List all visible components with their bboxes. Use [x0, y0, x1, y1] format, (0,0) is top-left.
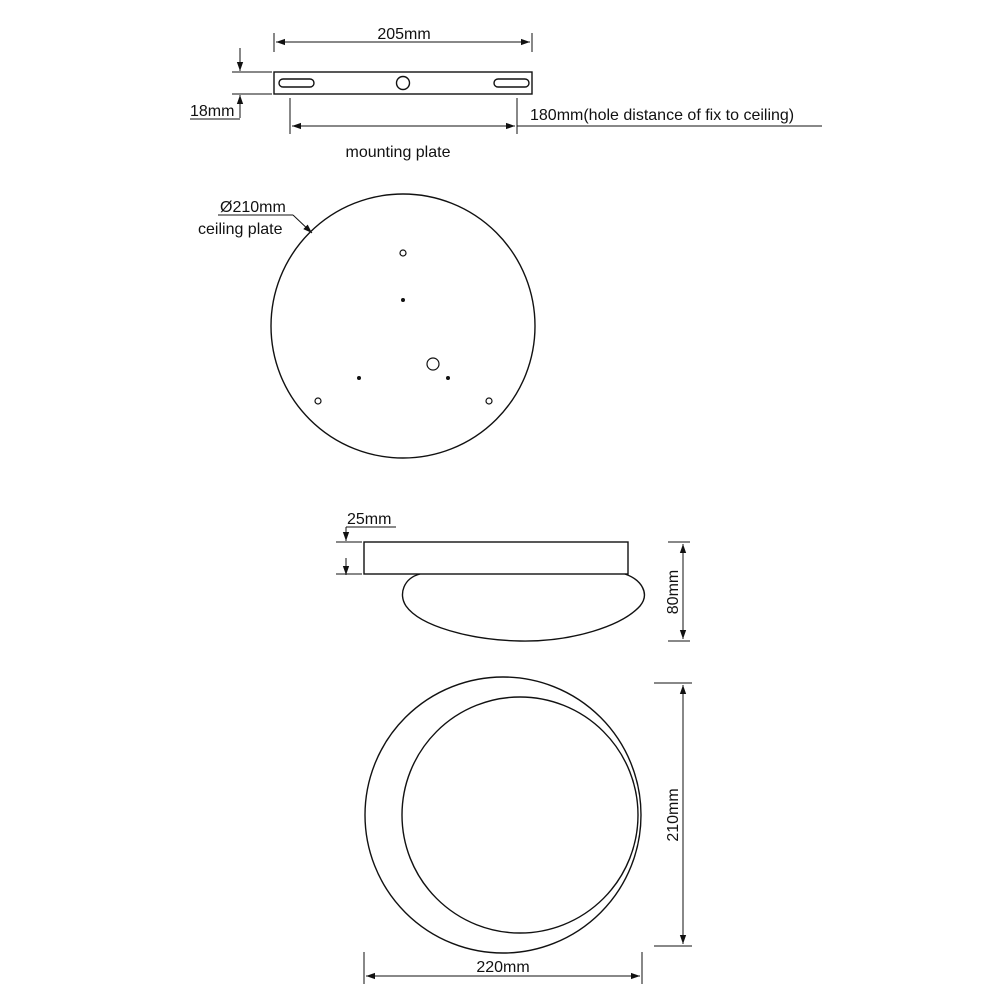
ceiling-plate-view [198, 194, 535, 458]
mounting-plate-view [190, 26, 822, 161]
mounting-plate-caption: mounting plate [345, 144, 451, 161]
hole-distance-label: 180mm(hole distance of fix to ceiling) [530, 107, 795, 124]
cable-hole [427, 358, 439, 370]
mounting-plate-width-label: 205mm [377, 26, 431, 43]
base-outline-top [365, 677, 641, 953]
top-width-label: 220mm [476, 959, 530, 976]
diffuser-outline-top [402, 697, 638, 933]
screw-hole [400, 250, 406, 256]
top-depth-label: 210mm [665, 788, 682, 842]
fixing-point [357, 376, 361, 380]
base-thickness-label: 25mm [347, 511, 392, 528]
base-plate-side [364, 542, 628, 574]
screw-hole [315, 398, 321, 404]
diameter-leader [293, 215, 312, 233]
center-hole [397, 77, 410, 90]
mounting-slot-left [279, 79, 314, 87]
ceiling-plate-diameter-label: Ø210mm [220, 199, 286, 216]
fixing-point [446, 376, 450, 380]
mounting-plate-thickness-label: 18mm [190, 103, 235, 120]
screw-hole [486, 398, 492, 404]
fixing-point [401, 298, 405, 302]
top-view [364, 677, 692, 984]
ceiling-plate-caption: ceiling plate [198, 221, 283, 238]
side-view [336, 511, 690, 641]
ceiling-plate-outline [271, 194, 535, 458]
mounting-slot-right [494, 79, 529, 87]
diffuser-dome-side [402, 574, 644, 641]
total-height-label: 80mm [665, 569, 682, 615]
